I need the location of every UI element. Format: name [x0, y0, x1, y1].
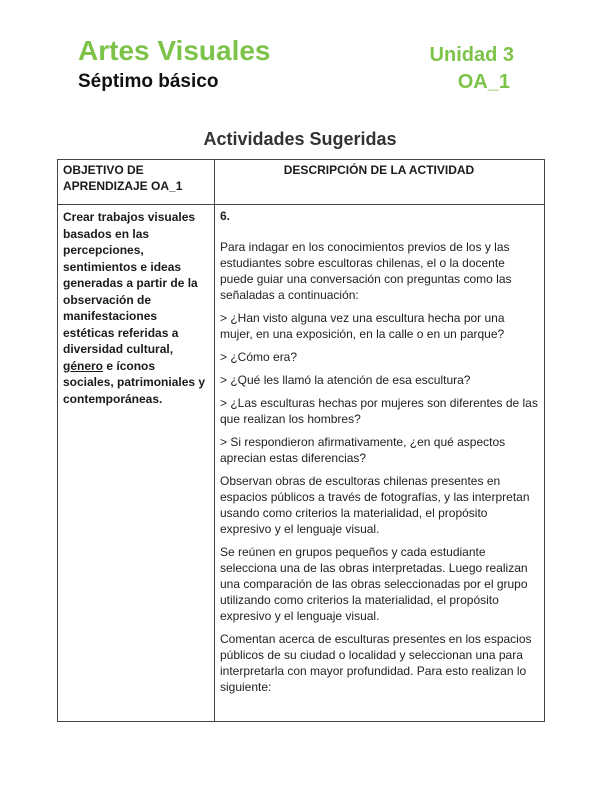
table-row: [58, 205, 545, 722]
question-item: > ¿Las esculturas hechas por mujeres son diferentes de las que realizan los hombres?: [220, 396, 538, 426]
course-grade: Séptimo básico: [78, 71, 219, 92]
question-item: > ¿Han visto alguna vez una escultura hecha por una mujer, en una exposición, en la calle o en un parque?: [220, 311, 505, 341]
course-title: Artes Visuales: [78, 35, 271, 66]
paragraph-comment: Comentan acerca de esculturas presentes en los espacios públicos de su ciudad o localidad y seleccionan una para interpretarla con mayor profundidad. Para esto realizan lo siguiente:: [220, 632, 532, 694]
paragraph-groups: Se reúnen en grupos pequeños y cada estudiante selecciona una de las obras interpretadas. Luego realizan una comparación de las obras seleccionadas por el grupo utilizando como criterios la materialidad, el propósito expresivo y el lenguaje visual.: [220, 545, 528, 623]
question-item: > ¿Qué les llamó la atención de esa escultura?: [220, 373, 471, 387]
description-column-header: DESCRIPCIÓN DE LA ACTIVIDAD: [215, 160, 545, 205]
activity-number: 6.: [220, 209, 231, 223]
objective-cell: [58, 205, 215, 722]
unit-label: Unidad 3: [429, 44, 514, 66]
activity-table: [57, 159, 545, 722]
description-cell: [215, 205, 545, 722]
document-header: [78, 34, 514, 98]
objective-column-header: OBJETIVO DE APRENDIZAJE OA_1: [58, 160, 215, 205]
question-item: > ¿Cómo era?: [220, 350, 298, 364]
objective-text-before: Crear trabajos visuales basados en las percepciones, sentimientos e ideas generadas a partir de la observación de manifestaciones estéticas referidas a diversidad cultural,: [63, 210, 198, 356]
section-title: Actividades Sugeridas: [203, 129, 397, 149]
paragraph-intro: Para indagar en los conocimientos previos de los y las estudiantes sobre escultoras chilenas, el o la docente puede guiar una conversación con preguntas como las señaladas a continuación:: [220, 240, 512, 302]
objective-code-label: OA_1: [457, 71, 510, 93]
objective-underlined-term: género: [63, 358, 104, 373]
question-item: > Si respondieron afirmativamente, ¿en qué aspectos aprecian estas diferencias?: [220, 435, 506, 465]
paragraph-observe: Observan obras de escultoras chilenas presentes en espacios públicos a través de fotografías, y las interpretan usando como criterios la materialidad, el propósito expresivo y el lenguaje visual.: [220, 474, 530, 536]
table-header-row: [58, 160, 545, 205]
objective-text-after: e íconos sociales, patrimoniales y contemporáneas.: [63, 358, 206, 406]
